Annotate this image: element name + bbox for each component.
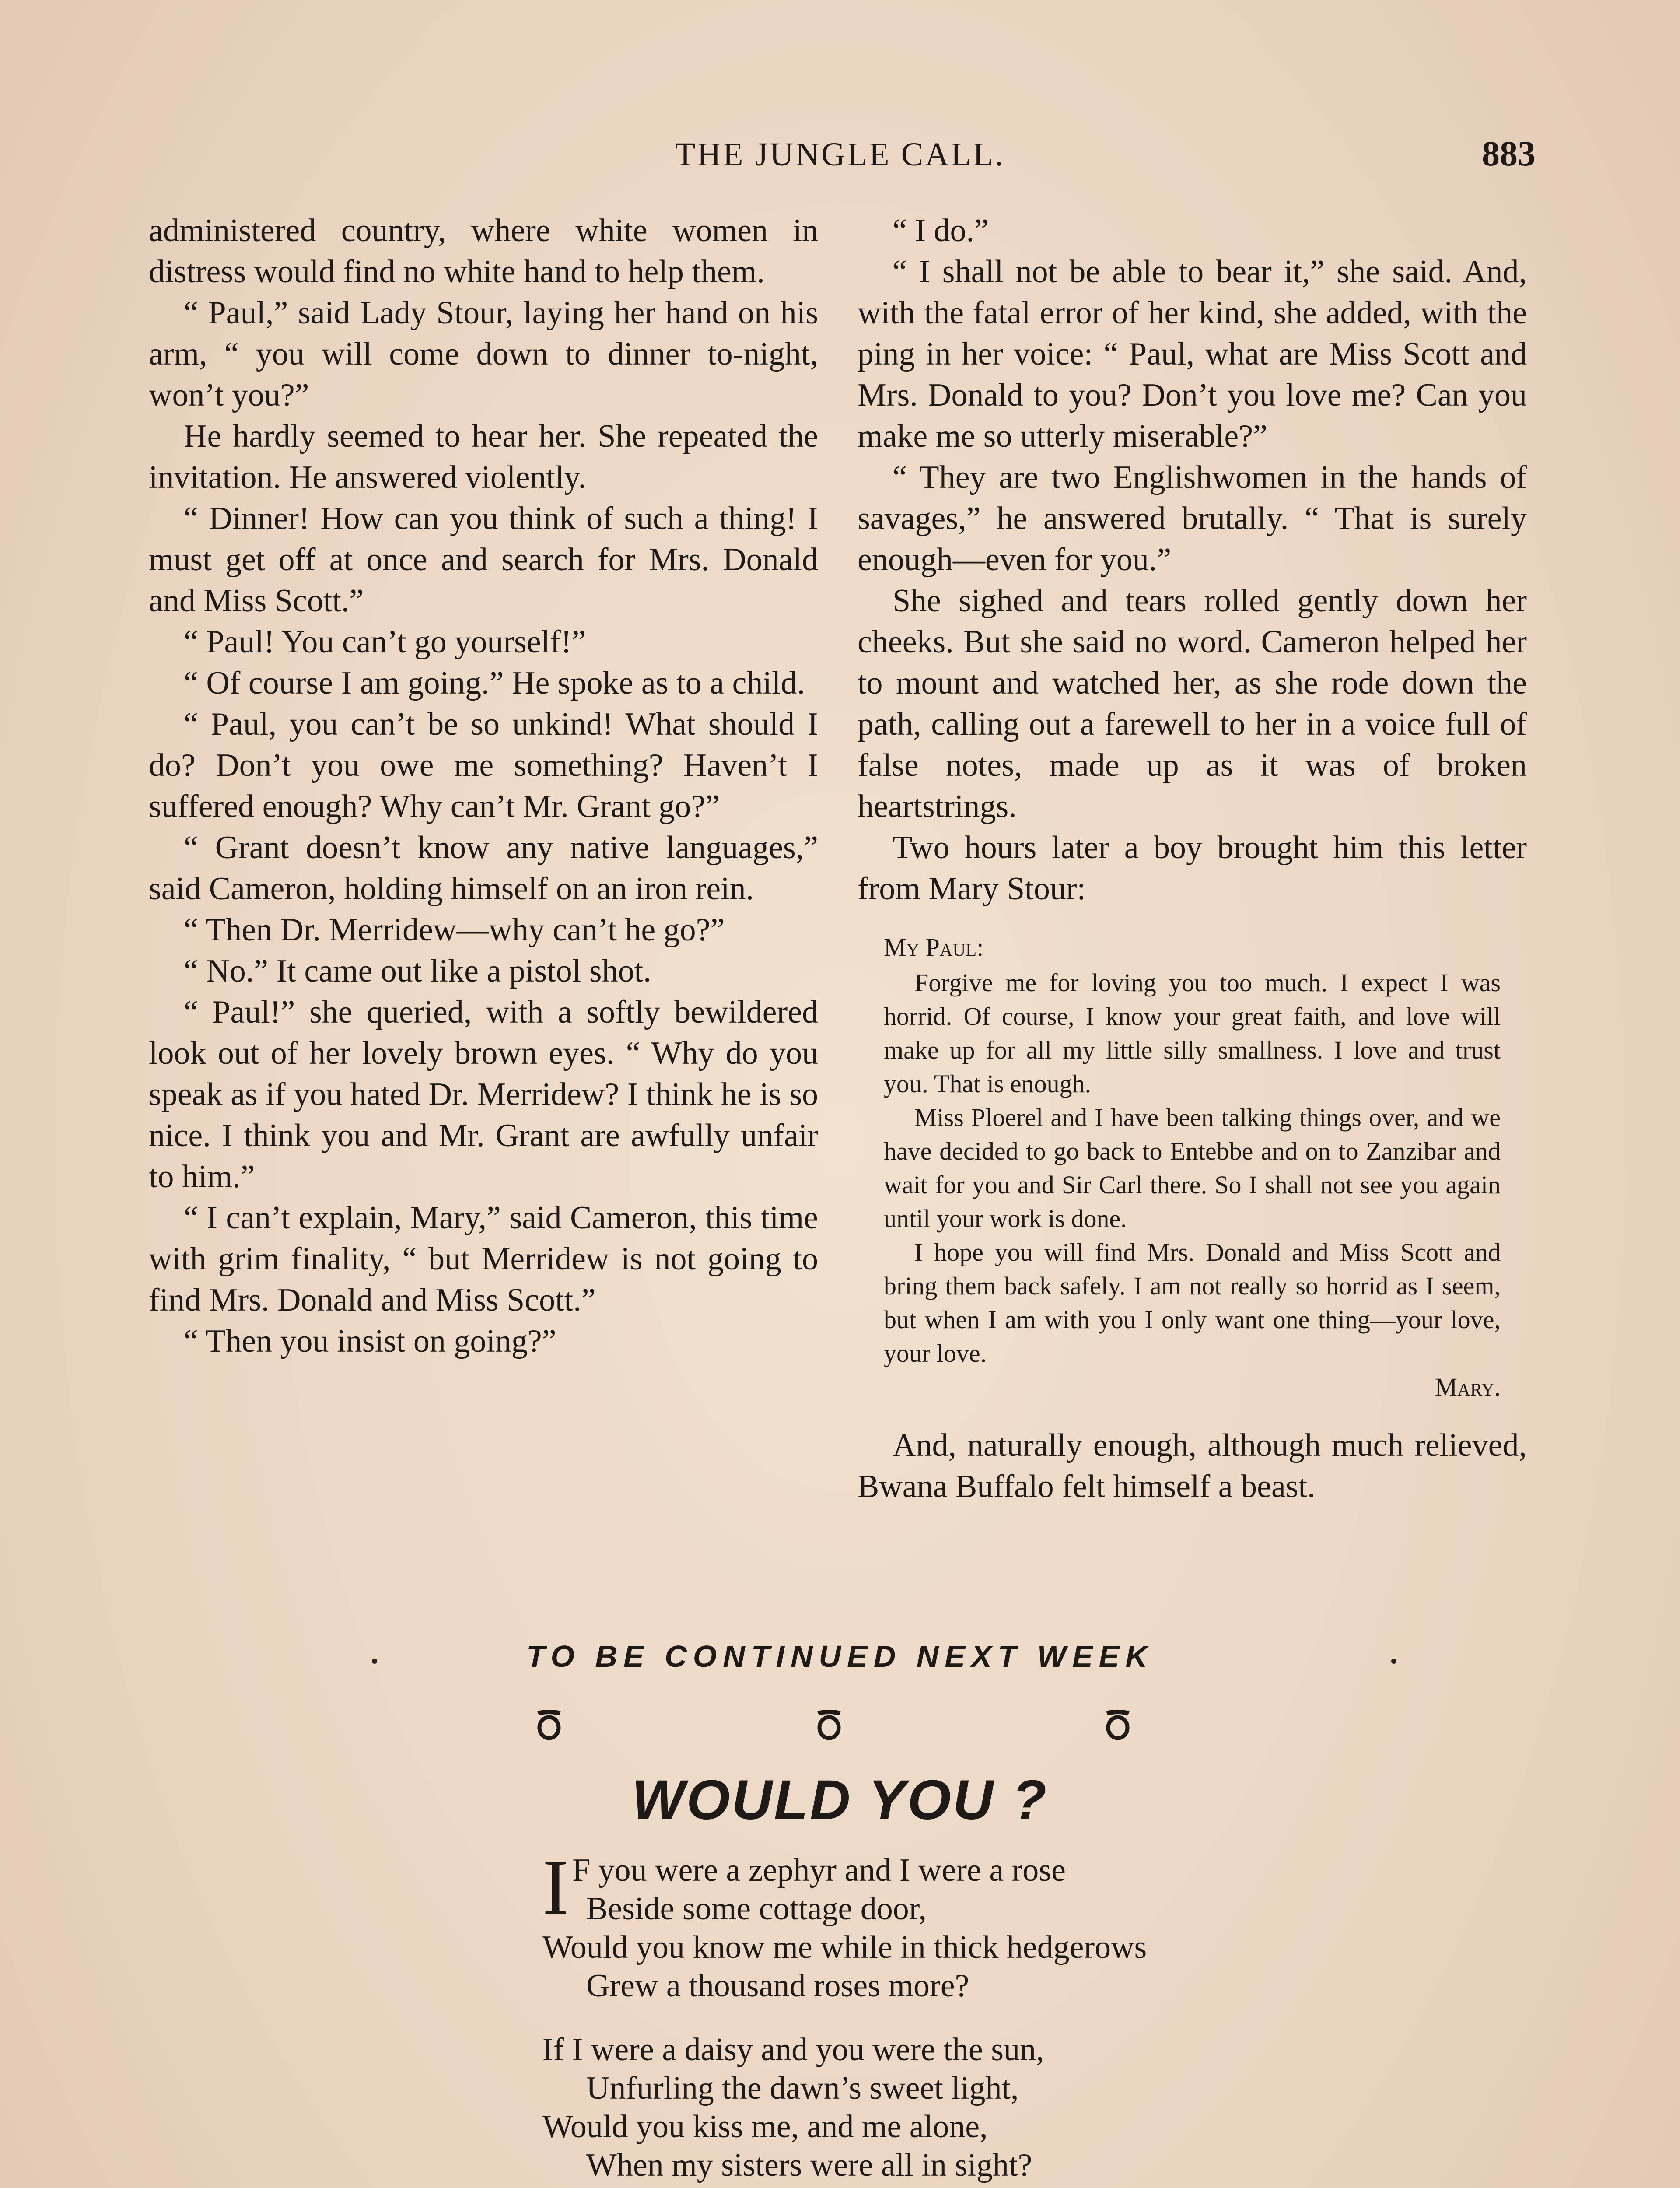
running-title: THE JUNGLE CALL.	[675, 136, 1005, 173]
poem-title: WOULD YOU ?	[632, 1769, 1048, 1831]
paragraph: “ Then Dr. Merridew—why can’t he go?”	[184, 912, 725, 948]
letter-signature: Mary.	[1435, 1373, 1501, 1401]
paragraph: “ I do.”	[892, 213, 989, 249]
paragraph: “ Of course I am going.” He spoke as to a child.	[184, 665, 805, 701]
paragraph: administered country, where white women in distress would find no white hand to help them.	[149, 213, 818, 290]
paragraph: She sighed and tears rolled gently down her cheeks. But she said no word. Cameron helped her to mount and watched her, as she rode down the path, calling out a farewell to her in a voice full of false notes, made up as it was of broken heartstrings.	[858, 583, 1527, 824]
poem-line: Grew a thousand roses more?	[586, 1968, 970, 2004]
page-header	[144, 131, 1536, 184]
paragraph: “ No.” It came out like a pistol shot.	[184, 953, 651, 989]
drop-cap: I	[542, 1844, 569, 1931]
paragraph: He hardly seemed to hear her. She repeated the invitation. He answered violently.	[149, 418, 818, 495]
continued-notice: TO BE CONTINUED NEXT WEEK	[526, 1639, 1154, 1673]
paragraph: “ Grant doesn’t know any native languages,” said Cameron, holding himself on an iron rein.	[149, 830, 818, 907]
poem-line: F you were a zephyr and I were a rose	[572, 1852, 1066, 1888]
letter-block	[884, 930, 1501, 1404]
poem-line: Would you know me while in thick hedgerows	[542, 1929, 1147, 1965]
fleuron-ornament-icon	[814, 1707, 844, 1742]
paragraph: “ They are two Englishwomen in the hands of savages,” he answered brutally. “ That is surely enough—even for you.”	[858, 459, 1527, 578]
paragraph: Two hours later a boy brought him this letter from Mary Stour:	[858, 830, 1527, 907]
page-number: 883	[1482, 133, 1536, 173]
letter-paragraph: Miss Ploerel and I have been talking things over, and we have decided to go back to Entebbe and on to Zanzibar and wait for you and Sir Carl there. So I shall not see you again until your work is done.	[884, 1103, 1501, 1233]
poem-line: Beside some cottage door,	[586, 1891, 927, 1927]
ornament-row	[0, 1707, 1680, 1755]
poem-stanza	[542, 2030, 1330, 2184]
left-column	[149, 210, 818, 1362]
right-column	[858, 210, 1527, 1507]
poem-line: If I were a daisy and you were the sun,	[542, 2032, 1044, 2068]
paragraph: “ Paul!” she queried, with a softly bewildered look out of her lovely brown eyes. “ Why do you speak as if you hated Dr. Merridew? I think he is so nice. I think you and Mr. Grant are awfully unfair to him.”	[149, 994, 818, 1195]
paragraph: “ Paul! You can’t go yourself!”	[184, 624, 586, 660]
poem-stanza	[542, 1844, 1330, 2005]
paragraph: “ Dinner! How can you think of such a thing! I must get off at once and search for Mrs. Donald and Miss Scott.”	[149, 501, 818, 619]
poem-line: Would you kiss me, and me alone,	[542, 2109, 988, 2145]
poem-line: When my sisters were all in sight?	[586, 2147, 1032, 2183]
poem	[542, 1844, 1330, 2188]
letter-paragraph: Forgive me for loving you too much. I expect I was horrid. Of course, I know your great faith, and love will make up for all my little silly smallness. I love and trust you. That is enough.	[884, 968, 1501, 1098]
paragraph: “ Paul, you can’t be so unkind! What should I do? Don’t you owe me something? Haven’t I suffered enough? Why can’t Mr. Grant go?”	[149, 706, 818, 824]
poem-line: Unfurling the dawn’s sweet light,	[586, 2070, 1019, 2106]
decorative-dot	[1391, 1659, 1396, 1664]
paragraph: “ I shall not be able to bear it,” she said. And, with the fatal error of her kind, she added, with the ping in her voice: “ Paul, what are Miss Scott and Mrs. Donald to you? Don’t you love me? Can you make me so utterly miserable?”	[858, 254, 1527, 454]
fleuron-ornament-icon	[1102, 1707, 1133, 1742]
paragraph: “ Then you insist on going?”	[184, 1323, 556, 1359]
letter-salutation: My Paul:	[884, 933, 984, 961]
paragraph: “ I can’t explain, Mary,” said Cameron, this time with grim finality, “ but Merridew is not going to find Mrs. Donald and Miss Scott.”	[149, 1200, 818, 1318]
closing-paragraph: And, naturally enough, although much relieved, Bwana Buffalo felt himself a beast.	[858, 1427, 1527, 1504]
letter-paragraph: I hope you will find Mrs. Donald and Miss Scott and bring them back safely. I am not really so horrid as I seem, but when I am with you I only want one thing—your love, your love.	[884, 1238, 1501, 1368]
fleuron-ornament-icon	[534, 1707, 564, 1742]
paragraph: “ Paul,” said Lady Stour, laying her hand on his arm, “ you will come down to dinner to-night, won’t you?”	[149, 295, 818, 413]
